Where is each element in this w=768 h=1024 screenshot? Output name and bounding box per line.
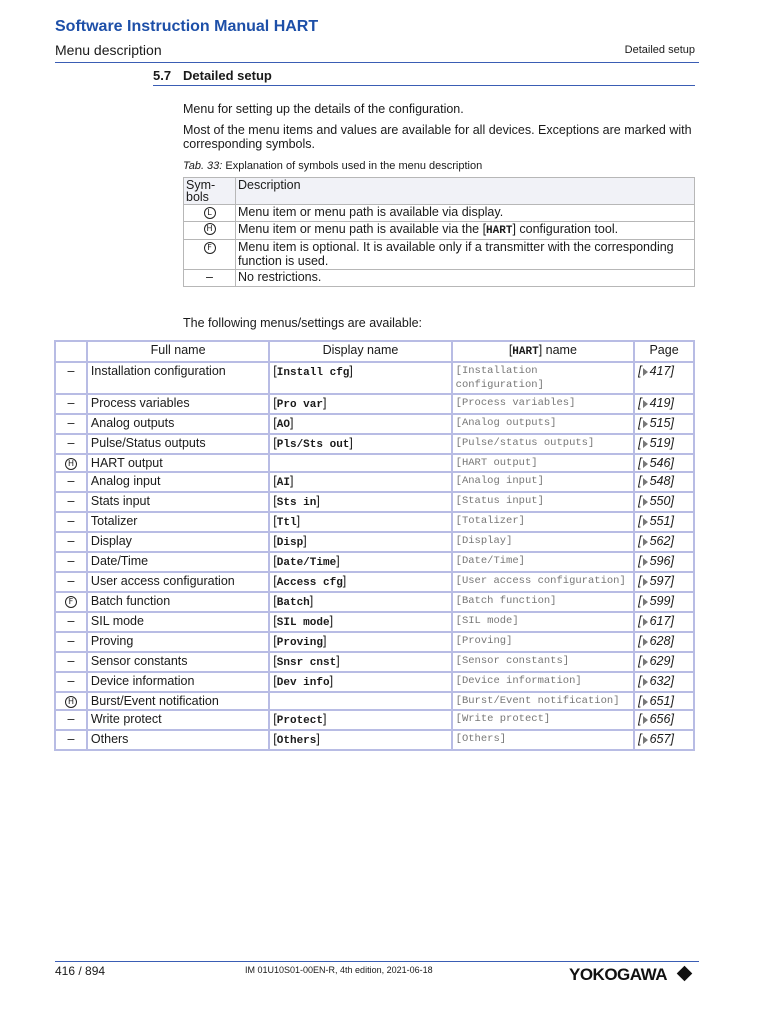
menu-hart-name: [Status input] bbox=[452, 492, 634, 512]
menu-page-link[interactable]: [ 597] bbox=[634, 572, 694, 592]
display-name-value: Disp bbox=[276, 537, 304, 549]
menu-hart-name: [Pulse/status outputs] bbox=[452, 434, 634, 454]
menu-row bbox=[55, 362, 694, 394]
page-arrow-icon bbox=[643, 578, 648, 586]
symbol-description: Menu item or menu path is available via display. bbox=[236, 205, 695, 222]
menu-hart-name: [Others] bbox=[452, 730, 634, 750]
symbol-description: Menu item is optional. It is available only if a transmitter with the corresponding function is used. bbox=[236, 240, 695, 270]
page-number-value: 548 bbox=[649, 474, 671, 488]
page-arrow-icon bbox=[643, 498, 648, 506]
page-number-value: 632 bbox=[649, 674, 671, 688]
display-name-value: Date/Time bbox=[276, 557, 337, 569]
hart-name-value: Batch function bbox=[461, 595, 551, 607]
hart-name-value: SIL mode bbox=[461, 615, 513, 627]
menu-page-link[interactable]: [ 617] bbox=[634, 612, 694, 632]
hart-name-value: Display bbox=[461, 535, 507, 547]
menu-full-name: Device information bbox=[87, 672, 269, 692]
page-number-value: 651 bbox=[649, 694, 671, 708]
symbols-row bbox=[184, 270, 695, 287]
menu-row bbox=[55, 552, 694, 572]
intro-paragraph-2: Most of the menu items and values are available for all devices. Exceptions are marked with corresponding symbols. bbox=[183, 123, 692, 151]
page-number-value: 596 bbox=[649, 554, 671, 568]
menu-hart-name: [Batch function] bbox=[452, 592, 634, 612]
display-name-value: Dev info bbox=[276, 677, 330, 689]
menu-hart-name: [Totalizer] bbox=[452, 512, 634, 532]
menu-symbol-cell: – bbox=[55, 652, 87, 672]
chapter-title: Menu description bbox=[55, 42, 162, 58]
menu-row bbox=[55, 414, 694, 434]
menu-symbol-cell: – bbox=[55, 362, 87, 394]
page-number-value: 628 bbox=[649, 634, 671, 648]
page-arrow-icon bbox=[643, 618, 648, 626]
page-number-value: 562 bbox=[649, 534, 671, 548]
menu-hart-name: [Proving] bbox=[452, 632, 634, 652]
menu-symbol-cell: – bbox=[55, 632, 87, 652]
menu-display-name: [AI] bbox=[269, 472, 451, 492]
section-heading: Detailed setup bbox=[183, 68, 272, 83]
menu-symbol-cell: – bbox=[55, 512, 87, 532]
menu-page-link[interactable]: [ 651] bbox=[634, 692, 694, 710]
menu-hart-name: [Sensor constants] bbox=[452, 652, 634, 672]
menu-page-link[interactable]: [ 417] bbox=[634, 362, 694, 394]
menu-row bbox=[55, 394, 694, 414]
menu-hart-name: [Burst/Event notification] bbox=[452, 692, 634, 710]
display-name-value: Proving bbox=[276, 637, 323, 649]
menu-display-name: [Proving] bbox=[269, 632, 451, 652]
menu-display-name: [Others] bbox=[269, 730, 451, 750]
page-number-value: 550 bbox=[649, 494, 671, 508]
menu-display-name: [SIL mode] bbox=[269, 612, 451, 632]
menu-full-name: Display bbox=[87, 532, 269, 552]
menus-intro: The following menus/settings are available: bbox=[183, 316, 423, 330]
menu-hart-name: [Date/Time] bbox=[452, 552, 634, 572]
caption-text: Explanation of symbols used in the menu description bbox=[222, 160, 483, 172]
page-number-value: 657 bbox=[649, 732, 671, 746]
document-reference: IM 01U10S01-00EN-R, 4th edition, 2021-06-18 bbox=[245, 965, 433, 975]
menu-symbol-cell bbox=[55, 592, 87, 612]
hart-name-value: Process variables bbox=[461, 397, 570, 409]
menu-symbol-cell: – bbox=[55, 612, 87, 632]
page-arrow-icon bbox=[643, 400, 648, 408]
menu-full-name: Totalizer bbox=[87, 512, 269, 532]
symbols-row bbox=[184, 240, 695, 270]
full-name-column-header: Full name bbox=[87, 341, 269, 362]
menu-symbol-cell bbox=[55, 692, 87, 710]
menu-hart-name: [SIL mode] bbox=[452, 612, 634, 632]
menu-symbol-cell: – bbox=[55, 710, 87, 730]
menu-page-link[interactable]: [ 599] bbox=[634, 592, 694, 612]
hart-name-column-header: [HART] name bbox=[452, 341, 634, 362]
page-arrow-icon bbox=[643, 658, 648, 666]
menu-page-link[interactable]: [ 629] bbox=[634, 652, 694, 672]
page-arrow-icon bbox=[643, 460, 648, 468]
menu-display-name: [Ttl] bbox=[269, 512, 451, 532]
function-symbol-icon: F bbox=[204, 242, 216, 254]
hart-name-value: Pulse/status outputs bbox=[461, 437, 588, 449]
menu-page-link[interactable]: [ 551] bbox=[634, 512, 694, 532]
hart-symbol-icon: H bbox=[65, 458, 77, 470]
menu-symbol-cell: – bbox=[55, 492, 87, 512]
display-name-value: Access cfg bbox=[276, 577, 343, 589]
menu-table-header bbox=[55, 341, 694, 362]
menu-table bbox=[54, 340, 695, 751]
menu-page-link[interactable]: [ 657] bbox=[634, 730, 694, 750]
menu-page-link[interactable]: [ 562] bbox=[634, 532, 694, 552]
table-caption bbox=[183, 160, 482, 172]
display-name-value: Pro var bbox=[276, 399, 323, 411]
logo-diamond-icon bbox=[677, 966, 693, 982]
hart-name-value: Date/Time bbox=[461, 555, 519, 567]
menu-display-name: [Batch] bbox=[269, 592, 451, 612]
hart-symbol-icon: H bbox=[204, 223, 216, 235]
menu-row bbox=[55, 532, 694, 552]
page-number-value: 629 bbox=[649, 654, 671, 668]
page-number-value: 617 bbox=[649, 614, 671, 628]
page-number-value: 551 bbox=[649, 514, 671, 528]
display-name-value: Ttl bbox=[276, 517, 297, 529]
menu-full-name: Sensor constants bbox=[87, 652, 269, 672]
menu-full-name: Burst/Event notification bbox=[87, 692, 269, 710]
symbol-cell bbox=[184, 205, 236, 222]
page-number-value: 546 bbox=[649, 456, 671, 470]
menu-row bbox=[55, 472, 694, 492]
display-name-value: Batch bbox=[276, 597, 310, 609]
menu-display-name: [Protect] bbox=[269, 710, 451, 730]
page-arrow-icon bbox=[643, 598, 648, 606]
menu-full-name: Process variables bbox=[87, 394, 269, 414]
menu-full-name: Date/Time bbox=[87, 552, 269, 572]
menu-hart-name: [HART output] bbox=[452, 454, 634, 472]
menu-hart-name: [Analog outputs] bbox=[452, 414, 634, 434]
display-name-value: Others bbox=[276, 735, 317, 747]
menu-display-name: [Install cfg] bbox=[269, 362, 451, 394]
symbols-row bbox=[184, 221, 695, 240]
function-symbol-icon: F bbox=[65, 596, 77, 608]
menu-symbol-cell: – bbox=[55, 552, 87, 572]
menu-row bbox=[55, 730, 694, 750]
display-name-value: Install cfg bbox=[276, 367, 350, 379]
menu-page-link[interactable]: [ 550] bbox=[634, 492, 694, 512]
menu-display-name: [Snsr cnst] bbox=[269, 652, 451, 672]
menu-full-name: Proving bbox=[87, 632, 269, 652]
menu-row bbox=[55, 632, 694, 652]
intro-paragraph-1: Menu for setting up the details of the configuration. bbox=[183, 102, 464, 116]
document-title: Software Instruction Manual HART bbox=[55, 18, 319, 35]
menu-display-name: [Access cfg] bbox=[269, 572, 451, 592]
menu-row bbox=[55, 592, 694, 612]
page-arrow-icon bbox=[643, 518, 648, 526]
menu-full-name: Batch function bbox=[87, 592, 269, 612]
menu-page-link[interactable]: [ 548] bbox=[634, 472, 694, 492]
page-number-value: 515 bbox=[649, 416, 671, 430]
page-arrow-icon bbox=[643, 368, 648, 376]
menu-row bbox=[55, 710, 694, 730]
menu-page-link[interactable]: [ 419] bbox=[634, 394, 694, 414]
symbol-cell: – bbox=[184, 270, 236, 287]
menu-display-name: [Pro var] bbox=[269, 394, 451, 414]
menu-display-name bbox=[269, 454, 451, 472]
menu-display-name: [Disp] bbox=[269, 532, 451, 552]
symbols-row bbox=[184, 205, 695, 222]
page-number-value: 417 bbox=[649, 364, 671, 378]
menu-row bbox=[55, 612, 694, 632]
menu-row bbox=[55, 672, 694, 692]
page-arrow-icon bbox=[643, 716, 648, 724]
page-arrow-icon bbox=[643, 698, 648, 706]
page-arrow-icon bbox=[643, 558, 648, 566]
display-name-value: SIL mode bbox=[276, 617, 330, 629]
menu-full-name: HART output bbox=[87, 454, 269, 472]
menu-page-link[interactable]: [ 628] bbox=[634, 632, 694, 652]
page-arrow-icon bbox=[643, 420, 648, 428]
page-number-value: 597 bbox=[649, 574, 671, 588]
symbol-column-header bbox=[55, 341, 87, 362]
hart-name-value: Write protect bbox=[461, 713, 544, 725]
page-number: 416 / 894 bbox=[55, 964, 106, 978]
menu-symbol-cell: – bbox=[55, 414, 87, 434]
menu-full-name: Pulse/Status outputs bbox=[87, 434, 269, 454]
menu-row bbox=[55, 434, 694, 454]
page-number-value: 519 bbox=[649, 436, 671, 450]
hart-name-value: Sensor constants bbox=[461, 655, 563, 667]
menu-display-name: [Pls/Sts out] bbox=[269, 434, 451, 454]
hart-name-value: Others bbox=[461, 733, 500, 745]
menu-hart-name: [Installation configuration] bbox=[452, 362, 634, 394]
menu-hart-name: [Device information] bbox=[452, 672, 634, 692]
page-number-value: 656 bbox=[649, 712, 671, 726]
menu-symbol-cell: – bbox=[55, 394, 87, 414]
section-rule bbox=[153, 85, 695, 86]
hart-name-value: Installation configuration bbox=[455, 365, 538, 391]
hart-name-value: Analog outputs bbox=[461, 417, 551, 429]
menu-symbol-cell: – bbox=[55, 672, 87, 692]
menu-page-link[interactable]: [ 632] bbox=[634, 672, 694, 692]
hart-name-value: Status input bbox=[461, 495, 538, 507]
page-column-header: Page bbox=[634, 341, 694, 362]
display-name-column-header: Display name bbox=[269, 341, 451, 362]
menu-symbol-cell: – bbox=[55, 532, 87, 552]
menu-display-name bbox=[269, 692, 451, 710]
hart-name-value: Device information bbox=[461, 675, 576, 687]
menu-full-name: User access configuration bbox=[87, 572, 269, 592]
menu-page-link[interactable]: [ 656] bbox=[634, 710, 694, 730]
symbol-description: No restrictions. bbox=[236, 270, 695, 287]
menu-hart-name: [Display] bbox=[452, 532, 634, 552]
menu-row bbox=[55, 454, 694, 472]
menu-hart-name: [Write protect] bbox=[452, 710, 634, 730]
menu-page-link[interactable]: [ 519] bbox=[634, 434, 694, 454]
menu-display-name: [AO] bbox=[269, 414, 451, 434]
yokogawa-logo: YOKOGAWA bbox=[569, 965, 668, 984]
menu-symbol-cell bbox=[55, 454, 87, 472]
menu-symbol-cell: – bbox=[55, 572, 87, 592]
menu-full-name: Installation configuration bbox=[87, 362, 269, 394]
menu-hart-name: [Analog input] bbox=[452, 472, 634, 492]
hart-name-value: Totalizer bbox=[461, 515, 519, 527]
menu-row bbox=[55, 692, 694, 710]
running-section-title: Detailed setup bbox=[624, 44, 695, 56]
menu-full-name: Others bbox=[87, 730, 269, 750]
display-symbol-icon: L bbox=[204, 207, 216, 219]
caption-label: Tab. 33: bbox=[183, 160, 223, 172]
hart-symbol-icon: H bbox=[65, 696, 77, 708]
description-header-cell: Description bbox=[236, 178, 695, 205]
menu-page-link[interactable]: [ 546] bbox=[634, 454, 694, 472]
page-arrow-icon bbox=[643, 736, 648, 744]
menu-full-name: SIL mode bbox=[87, 612, 269, 632]
menu-full-name: Write protect bbox=[87, 710, 269, 730]
menu-page-link[interactable]: [ 515] bbox=[634, 414, 694, 434]
menu-row bbox=[55, 512, 694, 532]
page-number-value: 599 bbox=[649, 594, 671, 608]
symbol-cell bbox=[184, 221, 236, 240]
header-rule bbox=[55, 62, 699, 63]
display-name-value: Pls/Sts out bbox=[276, 439, 350, 451]
symbols-table-header bbox=[184, 178, 695, 205]
menu-row bbox=[55, 652, 694, 672]
menu-symbol-cell: – bbox=[55, 730, 87, 750]
footer-rule bbox=[55, 961, 699, 962]
page-arrow-icon bbox=[643, 678, 648, 686]
menu-hart-name: [Process variables] bbox=[452, 394, 634, 414]
menu-full-name: Analog input bbox=[87, 472, 269, 492]
page-arrow-icon bbox=[643, 478, 648, 486]
menu-row bbox=[55, 572, 694, 592]
menu-page-link[interactable]: [ 596] bbox=[634, 552, 694, 572]
symbols-table bbox=[183, 177, 695, 287]
symbol-cell bbox=[184, 240, 236, 270]
hart-name-value: HART output bbox=[461, 457, 532, 469]
symbol-description: Menu item or menu path is available via the [HART] configuration tool. bbox=[236, 221, 695, 240]
menu-symbol-cell: – bbox=[55, 472, 87, 492]
menu-full-name: Stats input bbox=[87, 492, 269, 512]
page-arrow-icon bbox=[643, 440, 648, 448]
display-name-value: Sts in bbox=[276, 497, 317, 509]
page-arrow-icon bbox=[643, 638, 648, 646]
display-name-value: Snsr cnst bbox=[276, 657, 337, 669]
hart-name-value: Burst/Event notification bbox=[461, 695, 614, 707]
hart-name-value: Proving bbox=[461, 635, 507, 647]
menu-display-name: [Date/Time] bbox=[269, 552, 451, 572]
menu-display-name: [Dev info] bbox=[269, 672, 451, 692]
menu-full-name: Analog outputs bbox=[87, 414, 269, 434]
hart-name-value: User access configuration bbox=[461, 575, 620, 587]
section-number: 5.7 bbox=[153, 68, 172, 83]
symbols-header-cell: Sym- bols bbox=[184, 178, 236, 205]
menu-hart-name: [User access configuration] bbox=[452, 572, 634, 592]
hart-name-value: Analog input bbox=[461, 475, 538, 487]
page-arrow-icon bbox=[643, 538, 648, 546]
menu-display-name: [Sts in] bbox=[269, 492, 451, 512]
display-name-value: AO bbox=[276, 419, 290, 431]
display-name-value: AI bbox=[276, 477, 290, 489]
page-number-value: 419 bbox=[649, 396, 671, 410]
display-name-value: Protect bbox=[276, 715, 323, 727]
menu-symbol-cell: – bbox=[55, 434, 87, 454]
menu-row bbox=[55, 492, 694, 512]
